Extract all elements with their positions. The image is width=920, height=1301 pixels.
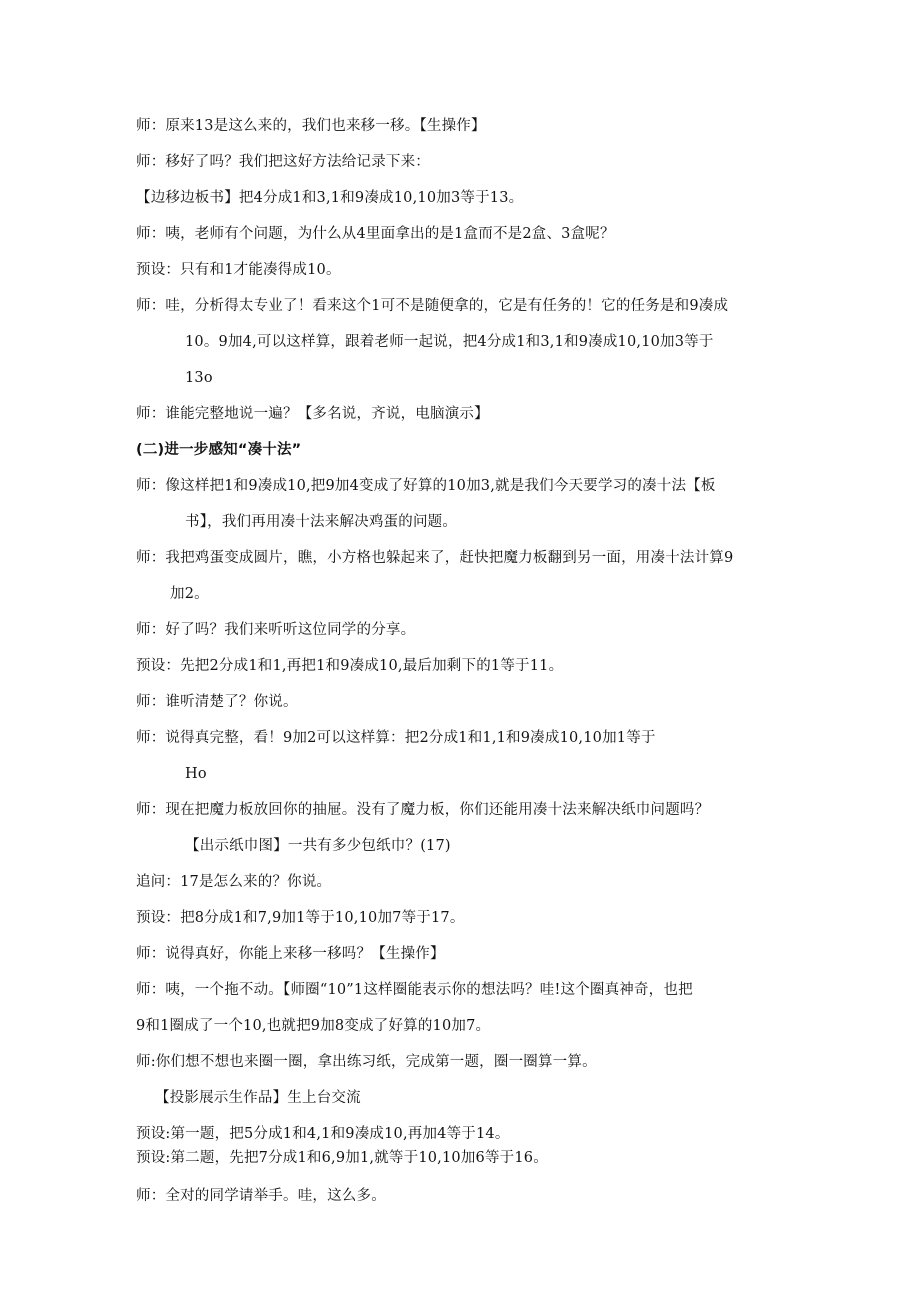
text-line: 师:你们想不想也来圈一圈，拿出练习纸，完成第一题，圈一圈算一算。 xyxy=(136,1054,597,1070)
text-line: 【边移边板书】把4分成1和3,1和9凑成10,10加3等于13。 xyxy=(136,190,524,206)
text-line: 书】，我们再用凑十法来解决鸡蛋的问题。 xyxy=(185,514,458,530)
text-line: Ho xyxy=(185,766,207,782)
text-line: 预设：只有和1才能凑得成10。 xyxy=(136,262,341,278)
text-line: 师：哇，分析得太专业了！看来这个1可不是随便拿的，它是有任务的！它的任务是和9凑成 xyxy=(136,298,729,314)
text-line: 预设:第二题，先把7分成1和6,9加1,就等于10,10加6等于16。 xyxy=(136,1150,548,1166)
text-line: 师：谁能完整地说一遍？【多名说，齐说，电脑演示】 xyxy=(136,406,489,422)
text-line: 加2。 xyxy=(170,586,209,602)
text-line: 师：全对的同学请举手。哇，这么多。 xyxy=(136,1188,386,1204)
text-line: 【投影展示生作品】生上台交流 xyxy=(155,1090,361,1106)
text-line: 师：移好了吗？我们把这好方法给记录下来： xyxy=(136,154,430,170)
section-heading: (二)进一步感知“凑十法” xyxy=(136,442,302,458)
text-line: 预设：先把2分成1和1,再把1和9凑成10,最后加剩下的1等于11。 xyxy=(136,658,564,674)
text-line: 预设：把8分成1和7,9加1等于10,10加7等于17。 xyxy=(136,910,465,926)
text-line: 师：说得真好，你能上来移一移吗？【生操作】 xyxy=(136,946,445,962)
text-line: 【出示纸巾图】一共有多少包纸巾？(17) xyxy=(185,838,451,854)
text-line: 追问：17是怎么来的？你说。 xyxy=(136,874,332,890)
text-line: 师：谁听清楚了？你说。 xyxy=(136,694,298,710)
text-line: 13o xyxy=(185,370,213,386)
text-line: 师：好了吗？我们来听听这位同学的分享。 xyxy=(136,622,416,638)
text-line: 师：说得真完整，看！9加2可以这样算：把2分成1和1,1和9凑成10,10加1等于 xyxy=(136,730,656,746)
text-line: 10。9加4,可以这样算，跟着老师一起说，把4分成1和3,1和9凑成10,10加3等于 xyxy=(185,334,714,350)
text-line: 师：咦，一个拖不动。【师圈“10”1这样圈能表示你的想法吗？哇!这个圈真神奇，也把 xyxy=(136,982,693,998)
text-line: 师：原来13是这么来的，我们也来移一移。【生操作】 xyxy=(136,118,486,134)
text-line: 预设:第一题，把5分成1和4,1和9凑成10,再加4等于14。 xyxy=(136,1126,510,1142)
text-line: 师：现在把魔力板放回你的抽屉。没有了魔力板，你们还能用凑十法来解决纸巾问题吗？ xyxy=(136,802,710,818)
text-line: 师：我把鸡蛋变成圆片，瞧，小方格也躲起来了，赶快把魔力板翻到另一面，用凑十法计算9 xyxy=(136,550,734,566)
text-line: 师：像这样把1和9凑成10,把9加4变成了好算的10加3,就是我们今天要学习的凑十法【板 xyxy=(136,478,716,494)
text-line: 师：咦，老师有个问题，为什么从4里面拿出的是1盒而不是2盒、3盒呢？ xyxy=(136,226,615,242)
text-line: 9和1圈成了一个10,也就把9加8变成了好算的10加7。 xyxy=(136,1018,491,1034)
